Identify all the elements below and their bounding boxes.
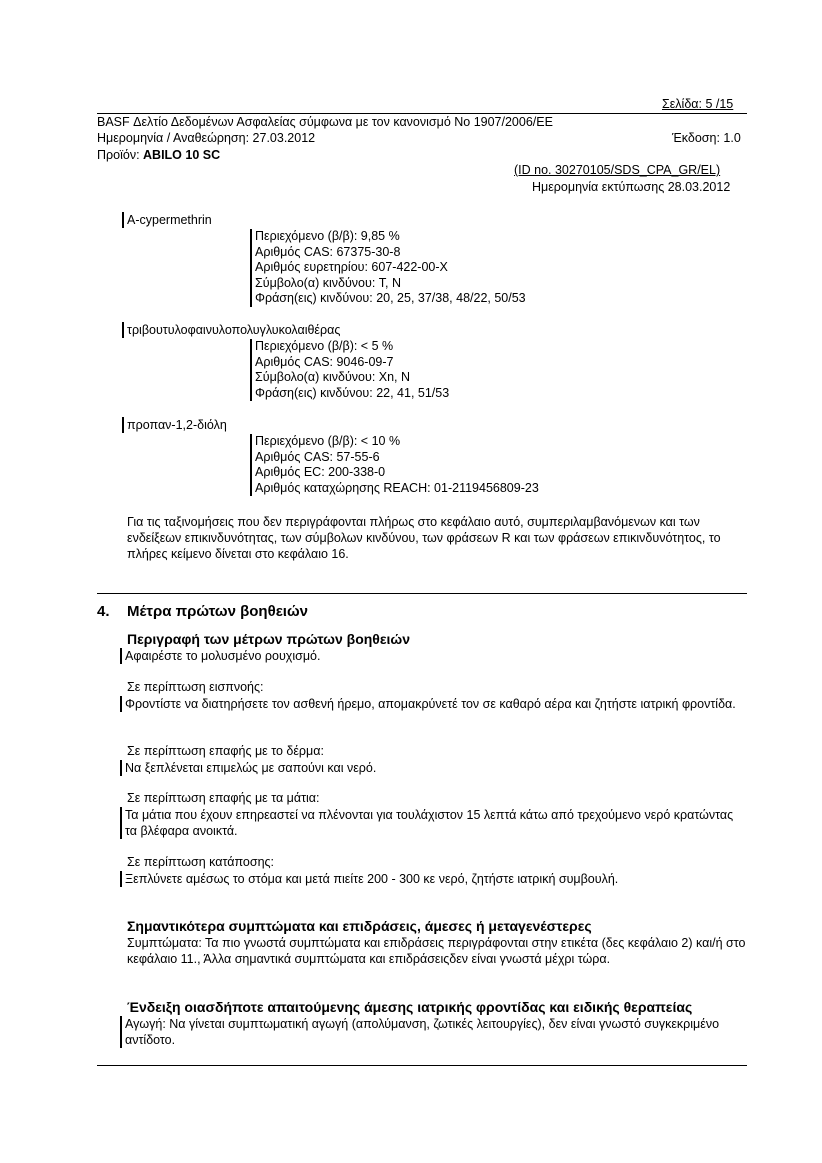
- header-rule: [97, 113, 747, 114]
- section-divider: [97, 1065, 747, 1066]
- product-line: [97, 148, 220, 162]
- skin-text: Να ξεπλένεται επιμελώς με σαπούνι και νερό.: [120, 760, 376, 776]
- page-number: Σελίδα: 5 /15: [662, 97, 734, 111]
- component-detail-line: Αριθμός EC: 200-338-0: [255, 465, 386, 480]
- product-name: ABILO 10 SC: [143, 148, 221, 162]
- revision-date: Ημερομηνία / Αναθεώρηση: 27.03.2012: [97, 131, 316, 145]
- component-detail-line: Σύμβολο(α) κινδύνου: Xn, N: [255, 370, 411, 385]
- component-name: τριβουτυλοφαινυλοπολυγλυκολαιθέρας: [122, 322, 340, 338]
- component-detail-line: Αριθμός ευρετηρίου: 607-422-00-X: [255, 260, 448, 275]
- component-details: [250, 229, 526, 307]
- product-label: Προϊόν:: [97, 148, 144, 162]
- component-detail-line: Αριθμός CAS: 57-55-6: [255, 449, 380, 464]
- component-name: προπαν-1,2-διόλη: [122, 417, 227, 433]
- component-name: A-cypermethrin: [122, 212, 212, 228]
- treatment-title: Ένδειξη οιασδήποτε απαιτούμενης άμεσης ιατρικής φροντίδας και ειδικής θεραπείας: [127, 999, 693, 1015]
- component-detail-line: Σύμβολο(α) κινδύνου: T, N: [255, 275, 401, 290]
- id-number: (ID no. 30270105/SDS_CPA_GR/EL): [514, 163, 721, 177]
- skin-label: Σε περίπτωση επαφής με το δέρμα:: [127, 744, 324, 758]
- inhalation-label: Σε περίπτωση εισπνοής:: [127, 680, 264, 694]
- symptoms-text: Συμπτώματα: Τα πιο γνωστά συμπτώματα και επιδράσεις περιγράφονται στην ετικέτα (δες κεφάλαιο 2) και/ή στο κεφάλαιο 11., Άλλα σημαντικά συμπτώματα και επιδράσειςδεν είναι γνωστά μέχρι τώρα.: [127, 936, 746, 966]
- eyes-label: Σε περίπτωση επαφής με τα μάτια:: [127, 791, 320, 805]
- component-detail-line: Φράση(εις) κινδύνου: 20, 25, 37/38, 48/22, 50/53: [255, 291, 526, 306]
- ingestion-text: Ξεπλύνετε αμέσως το στόμα και μετά πιείτε 200 - 300 κε νερό, ζητήστε ιατρική συμβουλή.: [120, 871, 618, 887]
- component-detail-line: Αριθμός CAS: 9046-09-7: [255, 354, 394, 369]
- classification-note: Για τις ταξινομήσεις που δεν περιγράφονται πλήρως στο κεφάλαιο αυτό, συμπεριλαμβανόμενων και των ενδείξεων επικινδυνότητας, των σύμβολων κινδύνου, των φράσεων R και των φράσεων επικινδυνότητος, το πλήρες κείμενο δίνεται στο κεφάλαιο 16.: [127, 515, 721, 561]
- print-date: Ημερομηνία εκτύπωσης 28.03.2012: [532, 180, 731, 194]
- component-detail-line: Αριθμός καταχώρησης REACH: 01-2119456809-23: [255, 480, 539, 495]
- document-title: BASF Δελτίο Δεδομένων Ασφαλείας σύμφωνα με τον κανονισμό Νο 1907/2006/ΕΕ: [97, 115, 553, 129]
- component-detail-line: Περιεχόμενο (β/β): < 10 %: [255, 434, 401, 448]
- component-details: [250, 434, 539, 496]
- ingestion-label: Σε περίπτωση κατάποσης:: [127, 855, 275, 869]
- general-advice: Αφαιρέστε το μολυσμένο ρουχισμό.: [120, 648, 320, 664]
- section-divider: [97, 593, 747, 594]
- eyes-text: Τα μάτια που έχουν επηρεαστεί να πλένονται για τουλάχιστον 15 λεπτά κάτω από τρεχούμενο νερό κρατώντας τα βλέφαρα ανοικτά.: [120, 807, 745, 839]
- symptoms-title: Σημαντικότερα συμπτώματα και επιδράσεις, άμεσες ή μεταγενέστερες: [127, 918, 592, 934]
- component-detail-line: Περιεχόμενο (β/β): 9,85 %: [255, 229, 400, 243]
- section-number: 4.: [97, 603, 110, 620]
- inhalation-text: Φροντίστε να διατηρήσετε τον ασθενή ήρεμο, απομακρύνετέ τον σε καθαρό αέρα και ζητήστε ιατρική φροντίδα.: [120, 696, 745, 712]
- treatment-text: Αγωγή: Να γίνεται συμπτωματική αγωγή (απολύμανση, ζωτικές λειτουργίες), δεν είναι γνωστό συγκεκριμένο αντίδοτο.: [120, 1016, 745, 1048]
- subsection-title: Περιγραφή των μέτρων πρώτων βοηθειών: [127, 631, 411, 647]
- section-title: Μέτρα πρώτων βοηθειών: [127, 603, 308, 620]
- component-detail-line: Αριθμός CAS: 67375-30-8: [255, 244, 401, 259]
- component-details: [250, 339, 449, 401]
- component-detail-line: Φράση(εις) κινδύνου: 22, 41, 51/53: [255, 385, 450, 400]
- version-label: Έκδοση: 1.0: [672, 131, 741, 145]
- component-detail-line: Περιεχόμενο (β/β): < 5 %: [255, 339, 394, 353]
